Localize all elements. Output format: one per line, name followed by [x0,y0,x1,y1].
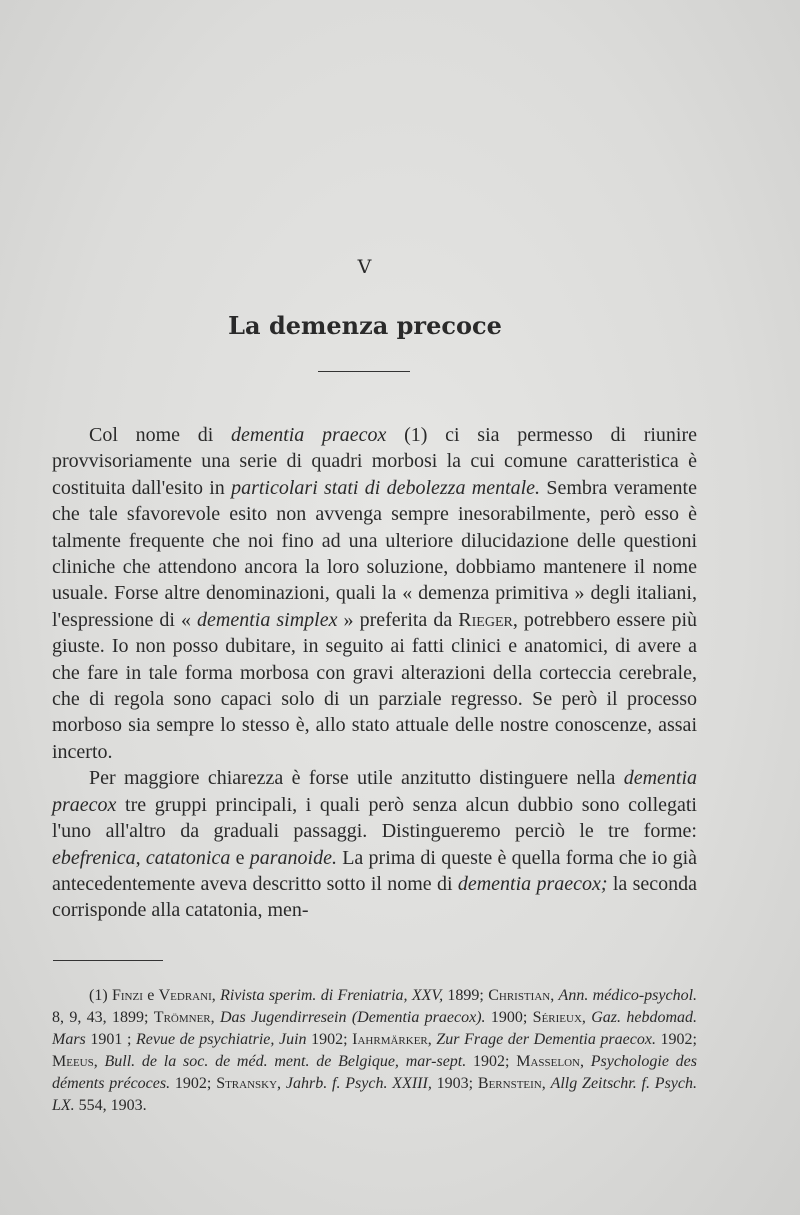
text-run: 1902; [170,1075,217,1092]
citation-title: Psychologie des déments précoces. [52,1053,697,1092]
text-run: , [581,1009,592,1026]
text-run: 1899; [443,987,489,1004]
text-run: , [541,1075,551,1092]
text-run: Col nome di [89,424,231,446]
citation-title: Allg Zeitschr. f. Psych. LX. [52,1075,698,1114]
text-run: , [211,987,221,1004]
italic-term: dementia praecox [231,424,387,446]
author-name: Trömner [153,1009,211,1026]
body-text [52,422,697,924]
text-run: , [579,1053,591,1070]
author-name: Iahrmärker [352,1031,428,1048]
paragraph-1 [52,422,697,765]
text-run: 1903; [431,1075,478,1092]
citation-title: Jahrb. f. Psych. XXIII, [285,1075,432,1092]
author-name: Finzi [111,987,143,1004]
text-run: tre gruppi principali, i quali però senza alcun dubbio sono collegati l'uno all'altro da graduali passaggi. Distingueremo perciò le tre forme: [52,793,697,843]
title-divider [318,371,410,372]
text-run: la seconda corrisponde alla catatonia, men- [52,872,697,922]
text-run: 1902; [306,1031,353,1048]
citation-title: Revue de psychiatrie, Juin [135,1031,307,1048]
text-run: La prima di queste è quella forma che io già antecedentemente aveva descritto sotto il nome di [52,846,698,895]
text-run: Per maggiore chiarezza è forse utile anzitutto distinguere nella [89,767,624,790]
text-run: , potrebbero essere più giuste. Io non posso dubitare, in seguito ai fatti clinici e anatomici, di avere a che fare in tale forma morbosa con gravi alterazioni della corteccia cerebrale, che di regola sono capaci solo di un parziale regresso. Se però il processo morboso sia sempre lo stesso è, allo stato attuale delle nostre conoscenze, assai incerto. [52,608,698,763]
author-name: Masselon [516,1053,580,1070]
author-name: Vedrani [158,987,212,1004]
text-run: Sembra veramente che tale sfavorevole esito non avvenga sempre inesorabilmente, però esso è talmente frequente che noi fino ad una ulteriore dilucidazione delle questioni cliniche che attendono ancora la loro soluzione, dobbiamo mantenere il nome usuale. Forse altre denominazioni, quali la « demenza primitiva » degli italiani, l'espressione di « [52,476,697,631]
text-run: e [142,987,159,1004]
italic-term: paranoide. [249,846,337,869]
author-name: Bernstein [477,1075,542,1092]
text-run: 1902; [466,1053,517,1070]
chapter-title: La demenza precoce [228,311,502,340]
citation-title: Das Jugendirresein (Dementia praecox). [219,1009,486,1026]
text-run: » preferita da [337,608,459,631]
text-run: e [230,846,250,869]
text-run: 1902; [655,1031,697,1048]
citation-title: Ann. médico-psychol. [558,987,698,1004]
text-run: 1900; [485,1009,533,1026]
paragraph-2 [52,765,697,923]
author-name: Meeus [52,1053,94,1070]
italic-term: catatonica [145,846,231,869]
citation-title: Zur Frage der Dementia praecox. [436,1031,656,1048]
text-run: 1901 ; [85,1031,136,1048]
text-run: , [277,1075,286,1092]
text-run: , [210,1009,220,1026]
footnote-divider [53,960,163,961]
text-run: , [135,846,146,869]
citation-title: Gaz. hebdomad. Mars [52,1009,698,1048]
text-run: , [427,1031,437,1048]
footnote-marker: (1) [89,987,112,1004]
italic-term: dementia praecox [52,767,697,816]
text-run: 554, 1903. [74,1097,147,1114]
author-name: Christian [488,987,551,1004]
author-name: Sérieux [532,1009,582,1026]
author-name: Stransky [216,1075,278,1092]
chapter-number: V [357,256,373,278]
author-name: Rieger [458,608,513,631]
text-run: 8, 9, 43, 1899; [52,1009,154,1026]
citation-title: Bull. de la soc. de méd. ment. de Belgique, mar-sept. [104,1053,467,1070]
footnote [52,985,697,1117]
italic-term: particolari stati di debolezza mentale. [231,476,541,499]
italic-term: dementia praecox; [457,872,608,895]
italic-term: ebefrenica [52,846,136,869]
citation-title: Rivista sperim. di Freniatria, XXV, [220,987,444,1004]
text-run: , [550,987,559,1004]
italic-term: dementia simplex [197,608,338,631]
text-run: , [93,1053,105,1070]
text-run: (1) ci sia permesso di riunire provvisoriamente una serie di quadri morbosi la cui comune caratteristica è costituita dall'esito in [52,424,698,499]
